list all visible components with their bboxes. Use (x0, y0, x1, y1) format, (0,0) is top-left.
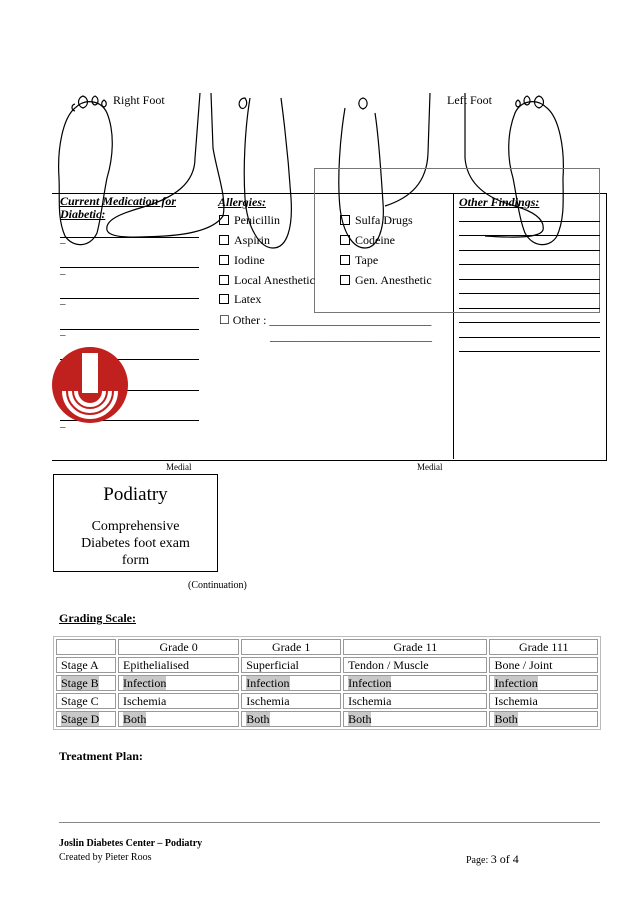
allergy-penicillin[interactable]: Penicillin (219, 213, 280, 228)
left-foot-label: Left Foot (447, 93, 492, 107)
table-row (56, 675, 598, 691)
medication-line-spacer (60, 299, 199, 314)
medication-line: _ (60, 283, 199, 299)
table-cell: Infection (118, 675, 239, 691)
medication-title-line2: Diabetic: (60, 207, 106, 221)
allergy-tape[interactable]: Tape (340, 253, 378, 268)
allergy-other-field[interactable]: ☐ Other : ___________________________ (219, 313, 432, 327)
table-cell: Ischemia (118, 693, 239, 709)
medication-line: _ (60, 406, 199, 422)
table-cell: Infection (343, 675, 487, 691)
table-cell: Infection (241, 675, 341, 691)
table-cell: Epithelialised (118, 657, 239, 673)
findings-line[interactable] (459, 265, 600, 280)
table-header-cell: Grade 1 (241, 639, 341, 655)
checkbox-icon (340, 255, 350, 265)
medial-label-left: Medial (166, 462, 192, 472)
findings-line[interactable] (459, 323, 600, 338)
medication-title (60, 195, 176, 221)
footer-page (466, 850, 519, 868)
table-header-cell: Grade 0 (118, 639, 239, 655)
medial-label-right: Medial (417, 462, 443, 472)
table-row (56, 711, 598, 727)
table-header-cell: Grade 111 (489, 639, 598, 655)
checkbox-icon (219, 294, 229, 304)
allergy-gen-anesthetic[interactable]: Gen. Anesthetic (340, 273, 432, 288)
table-cell: Stage C (56, 693, 116, 709)
joslin-logo (50, 345, 130, 425)
table-cell: Infection (489, 675, 598, 691)
table-cell: Both (489, 711, 598, 727)
findings-line[interactable] (459, 280, 600, 295)
grading-table (53, 636, 601, 730)
checkbox-icon (340, 215, 350, 225)
medication-line: _ (60, 253, 199, 269)
allergy-other-field-line2[interactable]: ___________________________ (270, 329, 432, 343)
table-cell: Ischemia (241, 693, 341, 709)
table-cell: Ischemia (489, 693, 598, 709)
grading-heading: Grading Scale: (59, 611, 136, 625)
allergy-sulfa-drugs[interactable]: Sulfa Drugs (340, 213, 413, 228)
table-cell: Both (241, 711, 341, 727)
allergy-aspirin[interactable]: Aspirin (219, 233, 270, 248)
table-cell: Superficial (241, 657, 341, 673)
table-cell: Bone / Joint (489, 657, 598, 673)
table-cell: Both (118, 711, 239, 727)
medication-title-line1: Current Medication for (60, 194, 177, 208)
table-cell: Tendon / Muscle (343, 657, 487, 673)
checkbox-icon (219, 255, 229, 265)
table-cell: Both (343, 711, 487, 727)
findings-line[interactable] (459, 222, 600, 237)
table-cell: Stage D (56, 711, 116, 727)
findings-line[interactable] (459, 338, 600, 353)
footer-rule (59, 822, 600, 823)
table-header-cell (56, 639, 116, 655)
medication-line-spacer (60, 330, 199, 345)
footer-page-value: 3 of 4 (490, 852, 519, 866)
table-header-row (56, 639, 598, 655)
podiatry-title-box (53, 474, 218, 572)
table-cell: Stage A (56, 657, 116, 673)
allergies-title: Allergies: (218, 195, 266, 209)
table-cell: Ischemia (343, 693, 487, 709)
table-cell: Stage B (56, 675, 116, 691)
podiatry-title: Podiatry (103, 484, 168, 505)
checkbox-icon (340, 235, 350, 245)
checkbox-icon (219, 275, 229, 285)
table-row (56, 657, 598, 673)
footer-page-label: Page: (466, 855, 491, 866)
findings-line[interactable] (459, 207, 600, 222)
checkbox-icon (219, 215, 229, 225)
findings-line[interactable] (459, 309, 600, 324)
table-row (56, 693, 598, 709)
continuation-label: (Continuation) (188, 580, 247, 591)
allergy-latex[interactable]: Latex (219, 292, 261, 307)
other-findings-lines (459, 207, 600, 352)
table-header-cell: Grade 11 (343, 639, 487, 655)
medication-line: _ (60, 222, 199, 238)
findings-line[interactable] (459, 294, 600, 309)
allergy-codeine[interactable]: Codeine (340, 233, 395, 248)
medication-line-spacer (60, 268, 199, 283)
findings-line[interactable] (459, 236, 600, 251)
findings-line[interactable] (459, 251, 600, 266)
treatment-plan-heading: Treatment Plan: (59, 749, 143, 763)
medication-line-spacer (60, 238, 199, 253)
footer-author: Created by Pieter Roos (59, 852, 152, 863)
allergy-iodine[interactable]: Iodine (219, 253, 265, 268)
checkbox-icon (340, 275, 350, 285)
medication-line: _ (60, 314, 199, 330)
podiatry-subtitle: Comprehensive Diabetes foot exam form (81, 519, 190, 568)
right-foot-label: Right Foot (113, 93, 165, 107)
other-findings-title: Other Findings: (459, 195, 540, 209)
footer-org: Joslin Diabetes Center – Podiatry (59, 838, 203, 849)
checkbox-icon (219, 235, 229, 245)
allergy-local-anesthetic[interactable]: Local Anesthetic (219, 273, 315, 288)
